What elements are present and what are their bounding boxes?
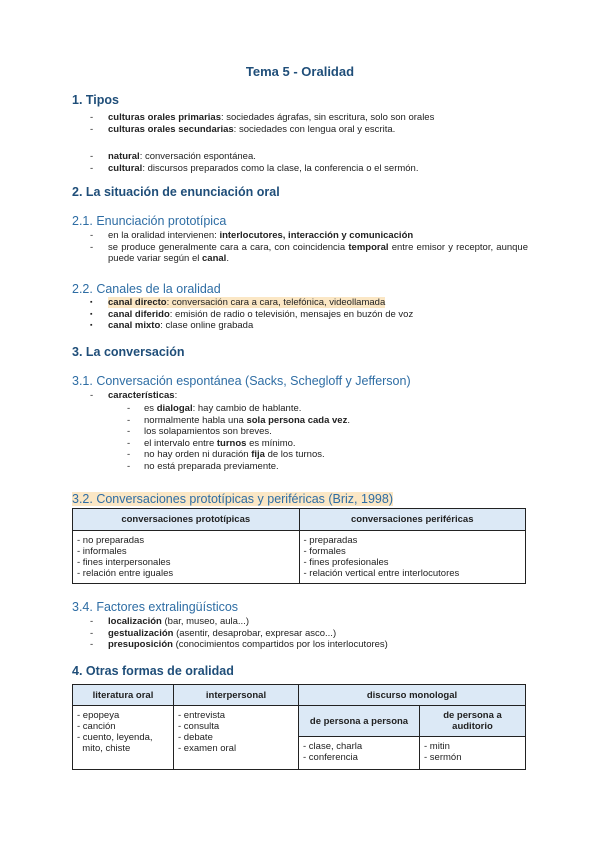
list-item: - es dialogal: hay cambio de hablante. [127,403,527,415]
table-cell: - clase, charla - conferencia [299,737,420,770]
section-canales-heading: 2.2. Canales de la oralidad [72,282,221,296]
table-header: literatura oral [73,685,174,706]
otras-formas-table [72,684,526,770]
section-espontanea-heading: 3.1. Conversación espontánea (Sacks, Schegloff y Jefferson) [72,374,411,388]
table-header: discurso monologal [299,685,526,706]
espontanea-list [90,390,530,402]
list-item: - gestualización (asentir, desaprobar, expresar asco...) [90,628,530,640]
table-header: interpersonal [174,685,299,706]
table-cell: - entrevista - consulta - debate - examen oral [174,706,299,770]
table-cell: - preparadas - formales - fines profesionales - relación vertical entre interlocutores [299,531,526,584]
list-item: - no hay orden ni duración fija de los turnos. [127,449,527,461]
list-item: - culturas orales primarias: sociedades ágrafas, sin escritura, solo son orales [90,112,530,124]
list-item: - presuposición (conocimientos compartidos por los interlocutores) [90,639,530,651]
prototipicas-table [72,508,526,584]
table-cell: - no preparadas - informales - fines interpersonales - relación entre iguales [73,531,300,584]
section-prototipicas-heading: 3.2. Conversaciones prototípicas y periféricas (Briz, 1998) [72,492,393,506]
list-item: - los solapamientos son breves. [127,426,527,438]
list-item: - natural: conversación espontánea. [90,151,530,163]
list-item: - se produce generalmente cara a cara, con coincidencia temporal entre emisor y receptor, aunque puede variar según el canal. [90,242,528,265]
factores-list [90,616,530,651]
section-factores-heading: 3.4. Factores extralingüísticos [72,600,239,614]
tipos-list-1 [90,112,530,135]
list-item: - no está preparada previamente. [127,461,527,473]
table-subheader: de persona a auditorio [420,706,526,737]
list-item: - cultural: discursos preparados como la clase, la conferencia o el sermón. [90,163,530,175]
list-item: ▪ canal mixto: clase online grabada [90,320,530,332]
list-item [90,297,530,309]
enunciacion-list [90,230,528,265]
list-item: - normalmente habla una sola persona cada vez. [127,415,527,427]
list-item: ▪ canal diferido: emisión de radio o televisión, mensajes en buzón de voz [90,309,530,321]
table-subheader: de persona a persona [299,706,420,737]
canales-list [90,297,530,332]
highlighted-text: canal directo: conversación cara a cara, telefónica, videollamada [108,297,386,308]
tipos-list-2 [90,151,530,174]
list-item: - culturas orales secundarias: sociedades con lengua oral y escrita. [90,124,530,136]
page-title: Tema 5 - Oralidad [245,64,355,79]
section-conversacion-heading: 3. La conversación [72,345,185,359]
table-cell: - mitin - sermón [420,737,526,770]
section-enunciacion-heading: 2.1. Enunciación prototípica [72,214,227,228]
section-tipos-heading: 1. Tipos [72,93,120,107]
list-item: - localización (bar, museo, aula...) [90,616,530,628]
list-item: - características: [90,390,530,402]
section-otras-formas-heading: 4. Otras formas de oralidad [72,664,234,678]
table-header: conversaciones prototípicas [73,509,300,531]
table-cell: - epopeya - canción - cuento, leyenda, mito, chiste [73,706,174,770]
table-header: conversaciones periféricas [299,509,526,531]
list-item: - el intervalo entre turnos es mínimo. [127,438,527,450]
list-item: - en la oralidad intervienen: interlocutores, interacción y comunicación [90,230,528,242]
section-situacion-heading: 2. La situación de enunciación oral [72,185,280,199]
caracteristicas-list [127,403,527,472]
